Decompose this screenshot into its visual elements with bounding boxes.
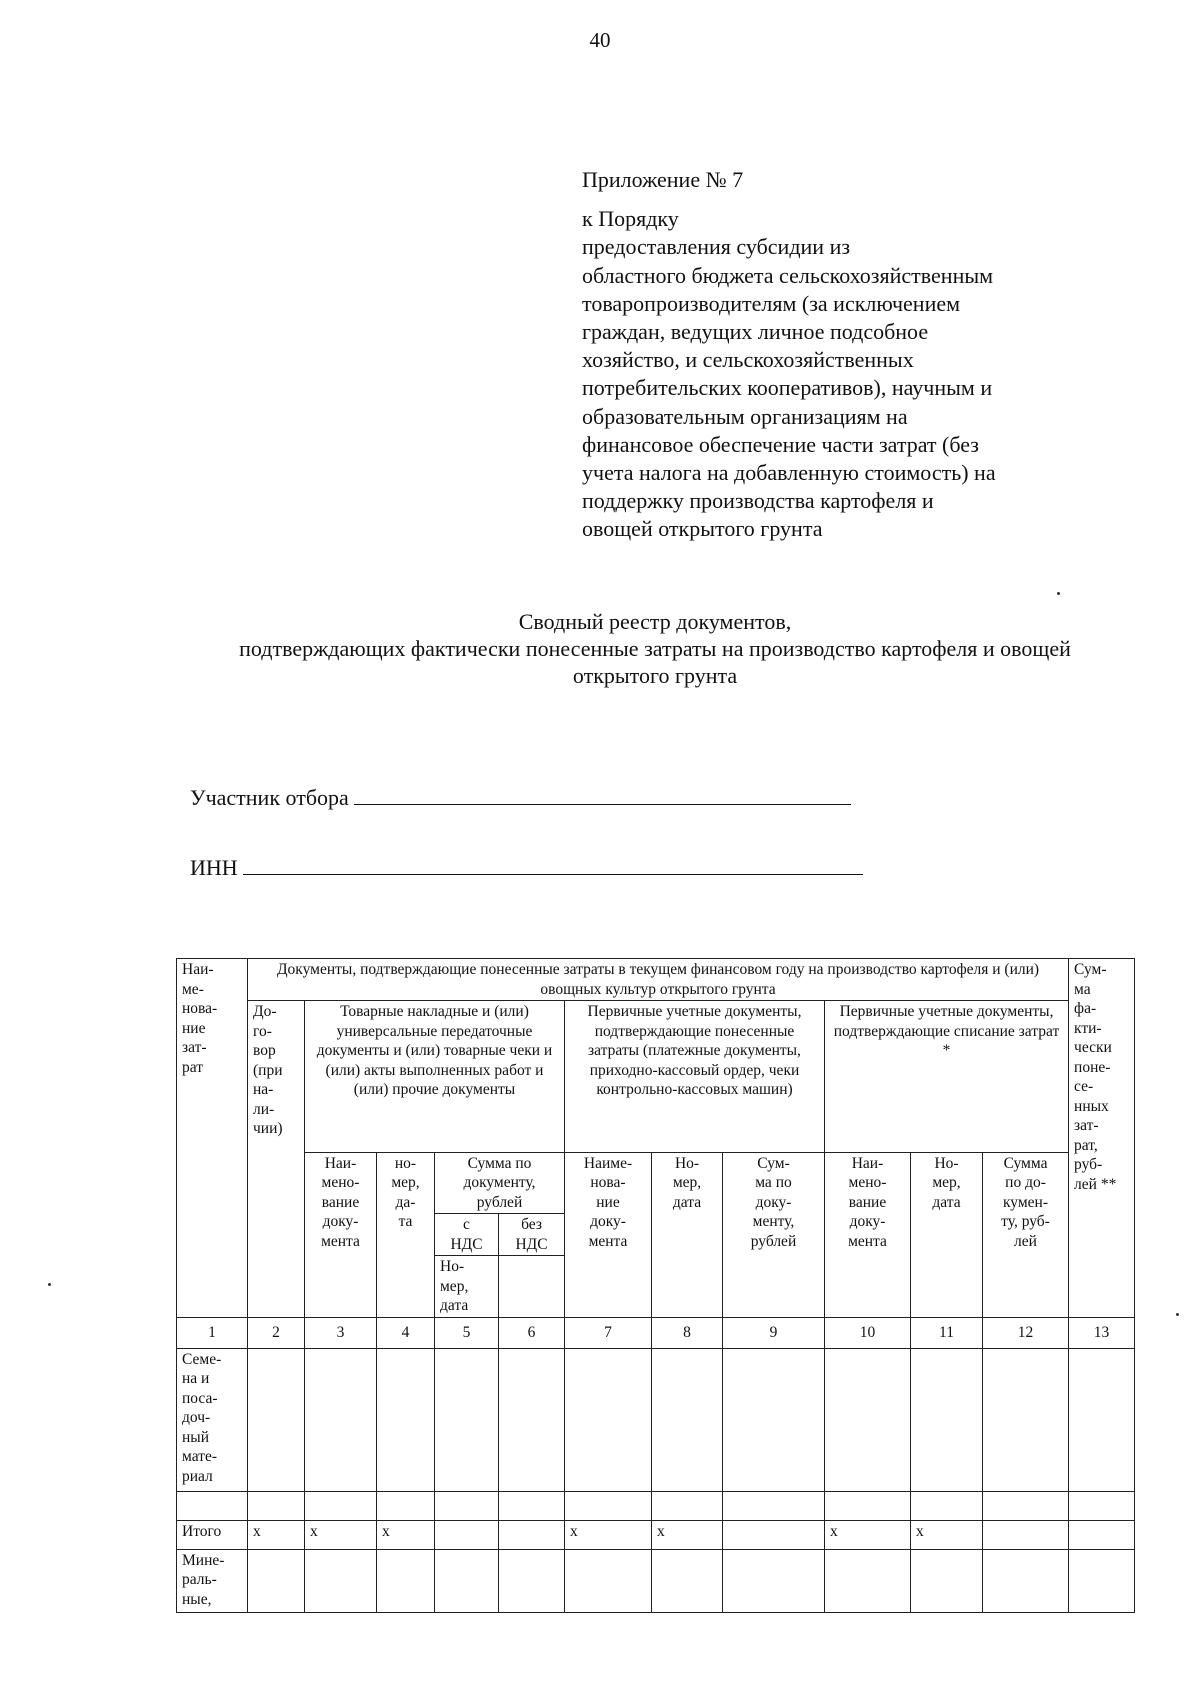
header-row-2 <box>177 1001 1135 1153</box>
table-cell[interactable] <box>983 1491 1069 1520</box>
inn-field <box>190 852 863 881</box>
table-cell[interactable] <box>177 1491 248 1520</box>
header-writeoff-docs: Первичные учетные документы, подтверждающие списание затрат * <box>825 1001 1069 1153</box>
column-number: 10 <box>825 1317 911 1348</box>
total-cell: x <box>248 1520 305 1549</box>
column-number: 13 <box>1069 1317 1135 1348</box>
total-cell: x <box>652 1520 723 1549</box>
total-cell[interactable] <box>1069 1520 1135 1549</box>
total-cell[interactable] <box>435 1520 499 1549</box>
column-number: 5 <box>435 1317 499 1348</box>
appendix-line: образовательным организациям на <box>582 403 908 429</box>
total-cell: x <box>377 1520 435 1549</box>
header-primary-sum: Сум- ма по доку- менту, рублей <box>723 1152 825 1317</box>
header-primary-name: Наиме- нова- ние доку- мента <box>565 1152 652 1317</box>
table-row-mineral <box>177 1549 1135 1612</box>
appendix-line: товаропроизводителям (за исключением <box>582 290 961 316</box>
appendix-line: финансовое обеспечение части затрат (без <box>582 431 979 457</box>
table-cell[interactable] <box>435 1348 499 1491</box>
header-primary-number: Но- мер, дата <box>652 1152 723 1317</box>
column-number-row <box>177 1317 1135 1348</box>
table-cell[interactable] <box>652 1491 723 1520</box>
table-cell[interactable] <box>377 1348 435 1491</box>
table-cell[interactable] <box>305 1348 377 1491</box>
header-invoices: Товарные накладные и (или) универсальные передаточные документы и (или) товарные чеки и (или) акты выполненных работ и (или) прочие документы <box>305 1001 565 1153</box>
header-invoice-sum: Сумма по документу, рублей <box>435 1152 565 1214</box>
header-contract: До- го- вор (при на- ли- чии) <box>248 1001 305 1153</box>
total-cell: x <box>305 1520 377 1549</box>
column-number: 12 <box>983 1317 1069 1348</box>
column-number: 7 <box>565 1317 652 1348</box>
table-row-total <box>177 1520 1135 1549</box>
header-row-3 <box>177 1152 1135 1214</box>
table-cell[interactable] <box>305 1491 377 1520</box>
header-primary-docs: Первичные учетные документы, подтверждающие понесенные затраты (платежные документы, приходно-кассовый ордер, чеки контрольно-кассовых машин) <box>565 1001 825 1153</box>
header-contract-spacer <box>248 1152 305 1317</box>
table-cell[interactable] <box>499 1348 565 1491</box>
column-number: 8 <box>652 1317 723 1348</box>
table-cell[interactable] <box>305 1549 377 1612</box>
table-cell[interactable] <box>248 1348 305 1491</box>
table-cell[interactable] <box>377 1549 435 1612</box>
appendix-line: потребительских кооперативов), научным и <box>582 375 993 401</box>
table-cell[interactable] <box>911 1491 983 1520</box>
column-number: 2 <box>248 1317 305 1348</box>
table-cell[interactable] <box>248 1491 305 1520</box>
table-cell[interactable] <box>1069 1491 1135 1520</box>
column-number: 1 <box>177 1317 248 1348</box>
table-cell[interactable] <box>652 1348 723 1491</box>
table-cell[interactable] <box>983 1348 1069 1491</box>
table-cell[interactable] <box>723 1491 825 1520</box>
page-number: 40 <box>589 28 611 52</box>
table-cell[interactable] <box>435 1549 499 1612</box>
table-cell[interactable] <box>825 1348 911 1491</box>
table-cell[interactable] <box>499 1491 565 1520</box>
header-without-vat: без НДС <box>499 1214 565 1256</box>
inn-label: ИНН <box>190 855 238 880</box>
appendix-line: предоставления субсидии из <box>582 234 851 260</box>
header-writeoff-name: Наи- мено- вание доку- мента <box>825 1152 911 1317</box>
stray-dot <box>1176 1313 1179 1316</box>
header-documents: Документы, подтверждающие понесенные затраты в текущем финансовом году на производство картофеля и (или) овощных культур открытого грунта <box>248 959 1069 1001</box>
stray-dot <box>1057 592 1060 595</box>
header-invoice-number: но- мер, да- та <box>377 1152 435 1317</box>
participant-label: Участник отбора <box>190 785 349 810</box>
table-cell[interactable] <box>983 1549 1069 1612</box>
registry-table <box>176 958 1135 1613</box>
total-cell[interactable] <box>983 1520 1069 1549</box>
appendix-line: овощей открытого грунта <box>582 516 823 542</box>
table-cell[interactable] <box>723 1348 825 1491</box>
appendix-line: к Порядку <box>582 206 679 232</box>
header-vat-spacer <box>499 1256 565 1318</box>
table-cell[interactable] <box>565 1348 652 1491</box>
header-with-vat: с НДС <box>435 1214 499 1256</box>
column-number: 11 <box>911 1317 983 1348</box>
table-cell[interactable] <box>911 1348 983 1491</box>
document-heading <box>160 608 1150 689</box>
participant-field <box>190 782 851 811</box>
appendix-title: Приложение № 7 <box>582 167 744 192</box>
table-cell[interactable] <box>825 1549 911 1612</box>
stray-dot <box>48 1283 51 1286</box>
total-cell: x <box>825 1520 911 1549</box>
table-cell[interactable] <box>248 1549 305 1612</box>
appendix-line: хозяйство, и сельскохозяйственных <box>582 347 914 373</box>
total-cell: x <box>911 1520 983 1549</box>
inn-blank-line[interactable] <box>243 852 863 875</box>
table-cell[interactable] <box>499 1549 565 1612</box>
header-writeoff-sum: Сумма по до- кумен- ту, руб- лей <box>983 1152 1069 1317</box>
table-cell[interactable] <box>911 1549 983 1612</box>
appendix-block <box>582 166 1102 544</box>
appendix-line: граждан, ведущих личное подсобное <box>582 319 929 345</box>
table-cell[interactable] <box>652 1549 723 1612</box>
column-number: 9 <box>723 1317 825 1348</box>
header-cost-name: Наи- ме- нова- ние зат- рат <box>177 959 248 1318</box>
column-number: 3 <box>305 1317 377 1348</box>
table-cell[interactable] <box>723 1549 825 1612</box>
header-row-1 <box>177 959 1135 1001</box>
total-cell[interactable] <box>723 1520 825 1549</box>
table-cell[interactable] <box>435 1491 499 1520</box>
heading-line-3: открытого грунта <box>572 663 738 688</box>
header-invoice-name: Наи- мено- вание доку- мента <box>305 1152 377 1317</box>
table-cell[interactable] <box>825 1491 911 1520</box>
table-cell[interactable] <box>565 1491 652 1520</box>
participant-blank-line[interactable] <box>354 782 851 805</box>
total-cell[interactable] <box>499 1520 565 1549</box>
column-number: 4 <box>377 1317 435 1348</box>
table-cell[interactable] <box>377 1491 435 1520</box>
heading-line-2: подтверждающих фактически понесенные затраты на производство картофеля и овощей <box>239 636 1071 661</box>
header-actual-sum: Сум- ма фа- кти- чески поне- се- нных зат- рат, руб- лей ** <box>1069 959 1135 1318</box>
heading-line-1: Сводный реестр документов, <box>518 609 792 634</box>
row-label-mineral: Мине- раль- ные, <box>177 1549 248 1612</box>
table-cell[interactable] <box>1069 1348 1135 1491</box>
total-cell: x <box>565 1520 652 1549</box>
table-row-empty <box>177 1491 1135 1520</box>
header-writeoff-number: Но- мер, дата <box>911 1152 983 1317</box>
row-label-seeds: Семе- на и поса- доч- ный мате- риал <box>177 1348 248 1491</box>
appendix-line: поддержку производства картофеля и <box>582 488 934 514</box>
table-row-seeds <box>177 1348 1135 1491</box>
table-cell[interactable] <box>565 1549 652 1612</box>
appendix-line: областного бюджета сельскохозяйственным <box>582 262 994 288</box>
appendix-line: учета налога на добавленную стоимость) на <box>582 460 996 486</box>
header-contract-number: Но- мер, дата <box>435 1256 499 1318</box>
table-cell[interactable] <box>1069 1549 1135 1612</box>
column-number: 6 <box>499 1317 565 1348</box>
row-label-total: Итого <box>177 1520 248 1549</box>
